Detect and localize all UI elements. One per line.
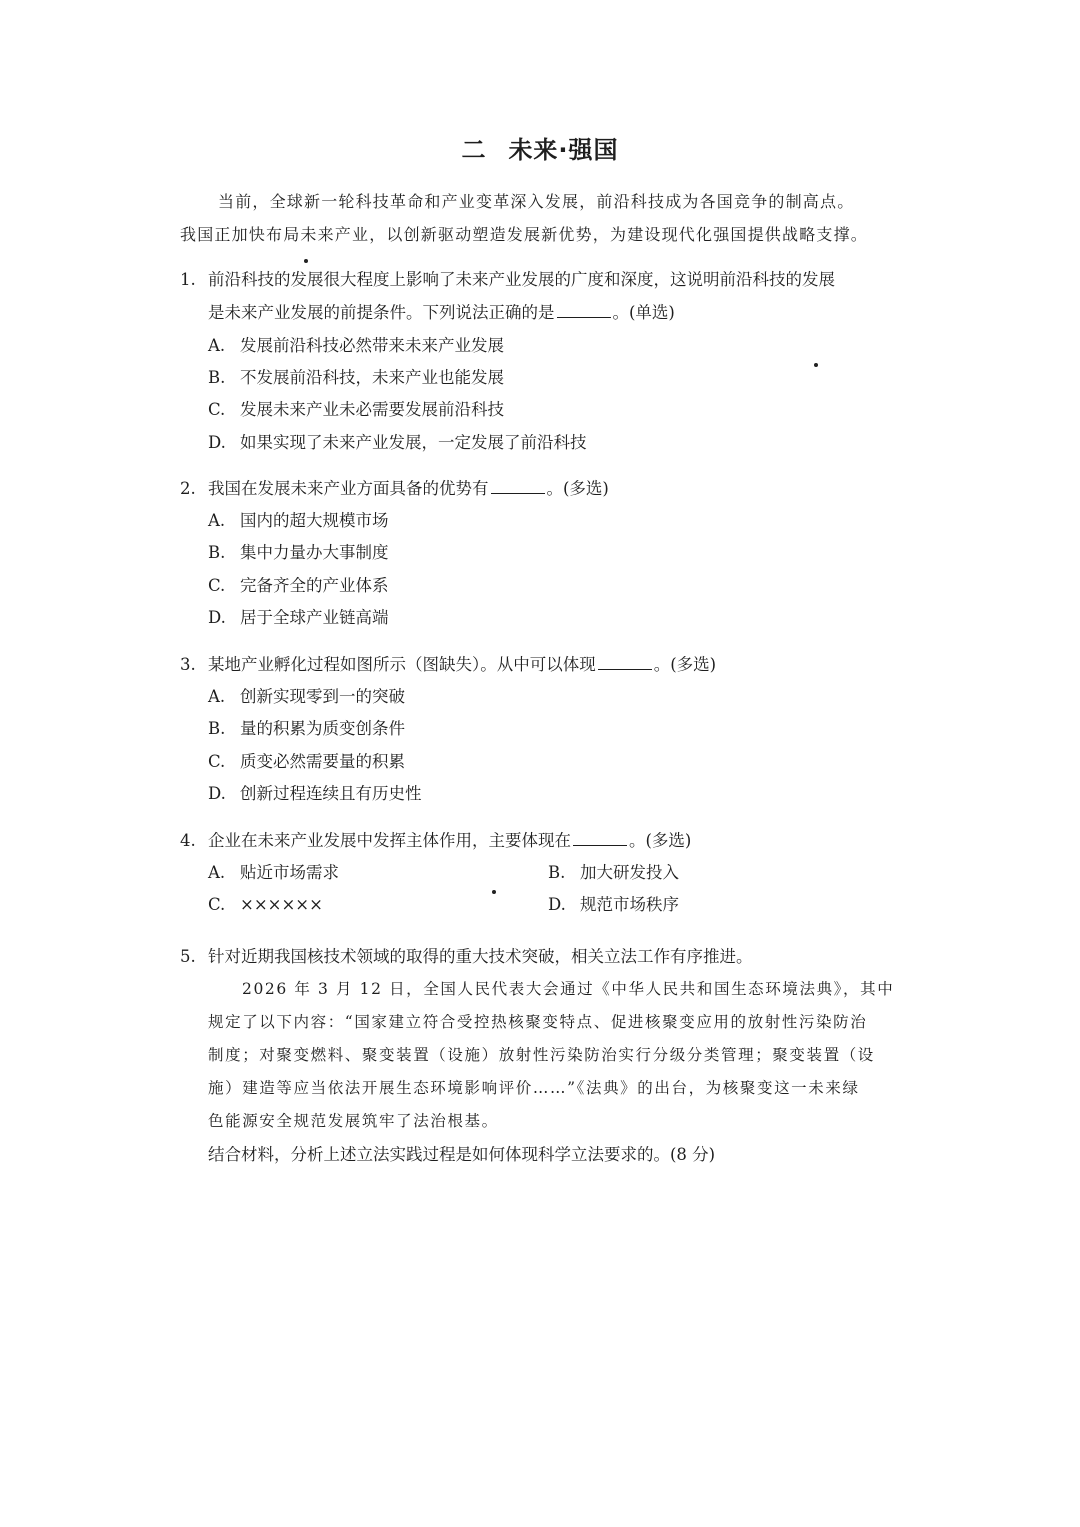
material-line-3: 制度；对聚变燃料、聚变装置（设施）放射性污染防治实行分级分类管理；聚变装置（设 bbox=[208, 1046, 875, 1064]
question-4-option-a: A. 贴近市场需求 bbox=[208, 863, 339, 882]
scan-speck bbox=[304, 259, 308, 263]
question-1-stem-line-1: 1. 前沿科技的发展很大程度上影响了未来产业发展的广度和深度，这说明前沿科技的发展 bbox=[180, 268, 835, 292]
intro-line-1: 当前，全球新一轮科技革命和产业变革深入发展，前沿科技成为各国竞争的制高点。 bbox=[218, 192, 855, 211]
material-line-4: 施）建造等应当依法开展生态环境影响评价……”《法典》的出台，为核聚变这一未来绿 bbox=[208, 1079, 860, 1097]
material-line-2: 规定了以下内容：“国家建立符合受控热核聚变特点、促进核聚变应用的放射性污染防治 bbox=[208, 1013, 868, 1031]
question-1-stem-line-2: 是未来产业发展的前提条件。下列说法正确的是 。(单选) bbox=[208, 303, 675, 322]
scan-speck bbox=[814, 363, 818, 367]
question-4-option-c: C. ×××××× bbox=[208, 895, 323, 914]
question-3-option-d: D. 创新过程连续且有历史性 bbox=[208, 784, 422, 803]
question-1-option-b: B. 不发展前沿科技，未来产业也能发展 bbox=[208, 368, 504, 387]
question-2-option-b: B. 集中力量办大事制度 bbox=[208, 543, 389, 562]
question-4-option-d: D. 规范市场秩序 bbox=[548, 895, 679, 914]
question-4-stem: 4. 企业在未来产业发展中发挥主体作用，主要体现在 。(多选) bbox=[180, 831, 692, 850]
question-3-option-a: A. 创新实现零到一的突破 bbox=[208, 687, 405, 706]
question-2-option-d: D. 居于全球产业链高端 bbox=[208, 608, 389, 627]
question-1-option-a: A. 发展前沿科技必然带来未来产业发展 bbox=[208, 336, 504, 355]
answer-blank bbox=[557, 301, 611, 318]
question-5-stem: 5. 针对近期我国核技术领域的取得的重大技术突破，相关立法工作有序推进。 bbox=[180, 947, 753, 966]
section-name: 未来·强国 bbox=[508, 136, 619, 164]
question-3-option-b: B. 量的积累为质变创条件 bbox=[208, 719, 405, 738]
question-2-option-c: C. 完备齐全的产业体系 bbox=[208, 576, 389, 595]
scan-speck bbox=[492, 890, 496, 894]
section-number: 二 bbox=[461, 136, 487, 164]
question-number: 1. bbox=[180, 270, 196, 289]
material-line-5: 色能源安全规范发展筑牢了法治根基。 bbox=[208, 1112, 499, 1130]
question-2-stem: 2. 我国在发展未来产业方面具备的优势有 。(多选) bbox=[180, 479, 609, 498]
question-3-option-c: C. 质变必然需要量的积累 bbox=[208, 752, 405, 771]
material-line-1: 2026 年 3 月 12 日，全国人民代表大会通过《中华人民共和国生态环境法典》，其中 bbox=[242, 980, 895, 998]
answer-blank bbox=[491, 477, 545, 494]
answer-blank bbox=[598, 653, 652, 670]
question-4-option-b: B. 加大研发投入 bbox=[548, 863, 679, 882]
section-title bbox=[0, 130, 1080, 165]
question-1-option-d: D. 如果实现了未来产业发展，一定发展了前沿科技 bbox=[208, 433, 587, 452]
intro-line-2: 我国正加快布局未来产业，以创新驱动塑造发展新优势，为建设现代化强国提供战略支撑。 bbox=[180, 225, 869, 244]
question-1-option-c: C. 发展未来产业未必需要发展前沿科技 bbox=[208, 400, 504, 419]
question-2-option-a: A. 国内的超大规模市场 bbox=[208, 511, 389, 530]
question-3-stem: 3. 某地产业孵化过程如图所示（图缺失）。从中可以体现 。(多选) bbox=[180, 655, 717, 674]
answer-blank bbox=[573, 829, 627, 846]
question-5-task: 结合材料，分析上述立法实践过程是如何体现科学立法要求的。(8 分) bbox=[208, 1145, 716, 1164]
